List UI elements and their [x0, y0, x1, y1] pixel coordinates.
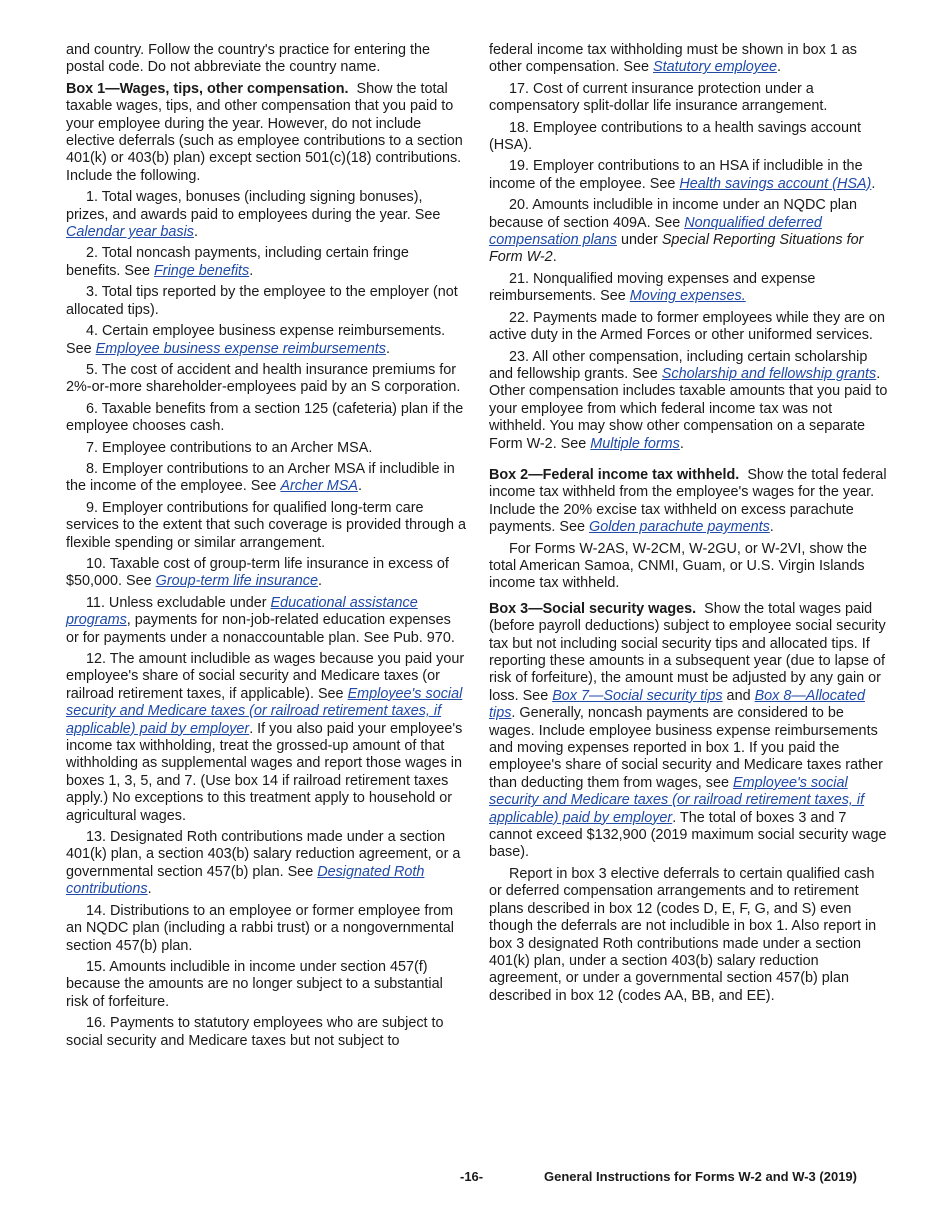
- right-column: [489, 42, 889, 1009]
- box2-heading: Box 2—Federal income tax withheld.: [489, 466, 740, 483]
- left-column: [66, 42, 466, 1054]
- moving-expenses-link[interactable]: Moving expenses.: [629, 288, 746, 305]
- statutory-employee-link[interactable]: Statutory employee: [653, 59, 777, 76]
- box8-allocated-tips-link[interactable]: Box 8—Allocated tips: [489, 687, 865, 722]
- list-item: 16. Payments to statutory employees who are subject to social security and Medicare taxes but not subject to: [66, 1015, 444, 1049]
- list-item: 8. Employer contributions to an Archer MSA if includible in the income of the employee. See Archer MSA.: [66, 460, 455, 495]
- list-item: 21. Nonqualified moving expenses and expense reimbursements. See Moving expenses.: [489, 270, 816, 305]
- box2-paragraph: Box 2—Federal income tax withheld. Show the total federal income tax withheld from the employee's wages for the year. Include the 20% excise tax withheld on excess parachute payments. See Golden parachute payments.: [489, 466, 887, 536]
- list-item: 4. Certain employee business expense reimbursements. See Employee business expense reimbursements.: [66, 323, 446, 357]
- educational-assistance-link[interactable]: Educational assistance programs: [66, 594, 418, 629]
- list-item: 23. All other compensation, including certain scholarship and fellowship grants. See Scholarship and fellowship grants. Other compensation includes taxable amounts that you paid to your employee from which federal income tax was not withheld. You may show other compensation on a separate Form W-2. See Multiple forms.: [489, 348, 888, 452]
- list-item: 22. Payments made to former employees while they are on active duty in the Armed Forces or other uniformed services.: [489, 309, 885, 344]
- list-item: 12. The amount includible as wages because you paid your employee's share of social security and Medicare taxes (or railroad retirement taxes, if applicable). See Employee's social security and Medicare taxes (or railroad retirement taxes, if applicable) paid by employer. If you also paid your employee's income tax withholding, treat the grossed-up amount of that withholding as supplemental wages and report those wages in boxes 1, 3, 5, and 7. (Use box 14 if railroad retirement taxes apply.) No exceptions to this treatment apply to household or agricultural wages.: [66, 651, 465, 824]
- list-item: 11. Unless excludable under Educational assistance programs, payments for non-job-related education expenses or for payments under a nonaccountable plan. See Pub. 970.: [66, 594, 455, 646]
- list-item: 20. Amounts includible in income under an NQDC plan because of section 409A. See Nonqualified deferred compensation plans under Special Reporting Situations for Form W-2.: [489, 197, 864, 266]
- box3-heading: Box 3—Social security wages.: [489, 600, 697, 617]
- fringe-benefits-link[interactable]: Fringe benefits: [154, 262, 250, 279]
- scholarship-grants-link[interactable]: Scholarship and fellowship grants: [661, 365, 877, 382]
- designated-roth-link[interactable]: Designated Roth contributions: [66, 863, 425, 898]
- nqdc-plans-link[interactable]: Nonqualified deferred compensation plans: [489, 214, 822, 249]
- list-item: 14. Distributions to an employee or former employee from an NQDC plan (including a rabbi trust) or a nongovernmental section 457(b) plan.: [66, 902, 454, 954]
- employee-business-expense-link[interactable]: Employee business expense reimbursements: [95, 340, 386, 357]
- list-item: 3. Total tips reported by the employee to the employer (not allocated tips).: [66, 284, 458, 318]
- box2-territories-paragraph: For Forms W-2AS, W-2CM, W-2GU, or W-2VI, show the total American Samoa, CNMI, Guam, or U.S. Virgin Islands income tax withheld.: [489, 540, 867, 592]
- list-item: 18. Employee contributions to a health savings account (HSA).: [489, 119, 861, 154]
- calendar-year-basis-link[interactable]: Calendar year basis: [66, 224, 194, 241]
- box1-paragraph: Box 1—Wages, tips, other compensation. Show the total taxable wages, tips, and other compensation that you paid to your employee during the year. However, do not include elective deferrals (such as employee contributions to a section 401(k) or 403(b) plan) except section 501(c)(18) contributions. Include the following.: [66, 80, 463, 184]
- group-term-life-link[interactable]: Group-term life insurance: [155, 573, 318, 590]
- list-item: 6. Taxable benefits from a section 125 (cafeteria) plan if the employee chooses cash.: [66, 400, 464, 435]
- golden-parachute-link[interactable]: Golden parachute payments: [589, 519, 770, 536]
- intro-paragraph: and country. Follow the country's practice for entering the postal code. Do not abbreviate the country name.: [66, 42, 431, 76]
- list-item: 10. Taxable cost of group-term life insurance in excess of $50,000. See Group-term life insurance.: [66, 555, 449, 590]
- list-item: 2. Total noncash payments, including certain fringe benefits. See Fringe benefits.: [66, 245, 409, 279]
- box7-social-security-tips-link[interactable]: Box 7—Social security tips: [552, 687, 723, 704]
- list-item: 1. Total wages, bonuses (including signing bonuses), prizes, and awards paid to employees during the year. See Calendar year basis.: [66, 189, 441, 241]
- hsa-link[interactable]: Health savings account (HSA): [679, 175, 872, 192]
- list-item: 17. Cost of current insurance protection under a compensatory split-dollar life insurance arrangement.: [489, 80, 828, 115]
- employee-ss-medicare-link[interactable]: Employee's social security and Medicare taxes (or railroad retirement taxes, if applicable) paid by employer: [489, 774, 865, 826]
- page-number: -16-: [460, 1169, 484, 1184]
- box3-deferrals-paragraph: Report in box 3 elective deferrals to certain qualified cash or deferred compensation arrangements and to retirement plans described in box 12 (codes D, E, F, G, and S) even though the deferrals are not includible in box 1. Also report in box 3 designated Roth contributions made under a section 401(k) plan, under a section 403(b) salary reduction agreement, or under a governmental section 457(b) plan described in box 12 (codes AA, BB, and EE).: [489, 865, 877, 1004]
- list-item: 9. Employer contributions for qualified long-term care services to the extent that such coverage is provided through a flexible spending or similar arrangement.: [66, 499, 466, 551]
- archer-msa-link[interactable]: Archer MSA: [280, 478, 358, 495]
- box3-paragraph: Box 3—Social security wages. Show the total wages paid (before payroll deductions) subject to employee social security tax but not including social security tips and allocated tips. If reporting these amounts in a subsequent year (due to lapse of risk of forfeiture), the amount must be adjusted by any gain or loss. See Box 7—Social security tips and Box 8—Allocated tips. Generally, noncash payments are considered to be wages. Include employee business expense reimbursements and moving expenses reported in box 1. If you paid the employee's share of social security and Medicare taxes rather than deducting them from wages, see Employee's social security and Medicare taxes (or railroad retirement taxes, if applicable) paid by employer. The total of boxes 3 and 7 cannot exceed $132,900 (2019 maximum social security wage base).: [489, 600, 887, 861]
- list-item: 13. Designated Roth contributions made under a section 401(k) plan, a section 403(b) salary reduction agreement, or a governmental section 457(b) plan. See Designated Roth contributions.: [66, 829, 461, 898]
- list-item: 15. Amounts includible in income under section 457(f) because the amounts are no longer subject to a substantial risk of forfeiture.: [66, 958, 443, 1010]
- list-item: 5. The cost of accident and health insurance premiums for 2%-or-more shareholder-employees paid by an S corporation.: [66, 361, 461, 396]
- list-item: 7. Employee contributions to an Archer MSA.: [86, 439, 373, 456]
- box1-heading: Box 1—Wages, tips, other compensation.: [66, 80, 349, 97]
- continued-paragraph: federal income tax withholding must be shown in box 1 as other compensation. See Statutory employee.: [489, 42, 857, 76]
- employee-ss-medicare-link[interactable]: Employee's social security and Medicare taxes (or railroad retirement taxes, if applicable) paid by employer: [66, 685, 463, 737]
- document-title: General Instructions for Forms W-2 and W-3 (2019): [544, 1169, 857, 1184]
- list-item: 19. Employer contributions to an HSA if includible in the income of the employee. See Health savings account (HSA).: [489, 158, 876, 192]
- multiple-forms-link[interactable]: Multiple forms: [590, 435, 680, 452]
